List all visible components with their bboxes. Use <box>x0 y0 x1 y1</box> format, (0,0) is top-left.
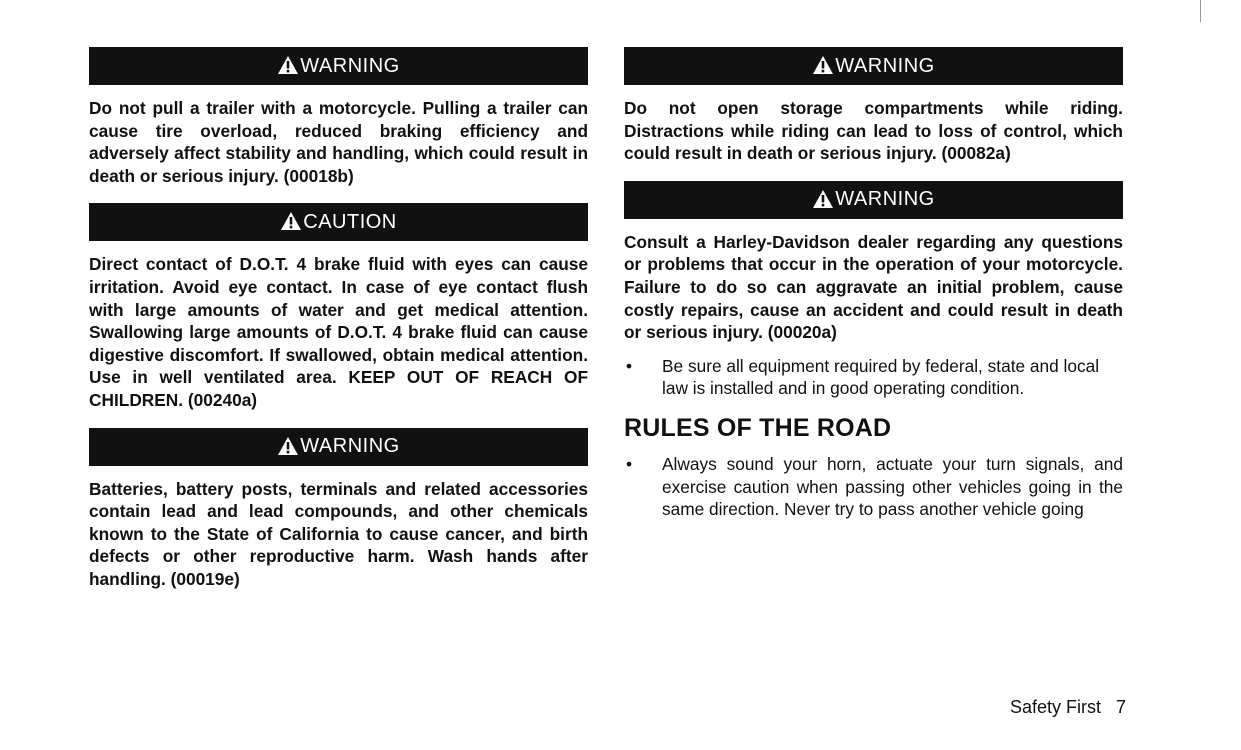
page-footer <box>1010 697 1126 718</box>
page-number: 7 <box>1115 697 1126 717</box>
storage-warning-text: Do not open storage compartments while riding. Distractions while riding can lead to loss of control, which could result in death or serious injury. (00082a) <box>624 98 1123 164</box>
banner-label: WARNING <box>300 54 400 77</box>
page-edge-mark <box>1200 0 1201 22</box>
list-item <box>624 355 1123 400</box>
banner-label: WARNING <box>300 435 400 458</box>
dealer-warning-text: Consult a Harley-Davidson dealer regarding any questions or problems that occur in the operation of your motorcycle. Failure to do so can aggravate an initial problem, cause costly repairs, cause an accident and could result in death or serious injury. (00020a) <box>624 231 1123 343</box>
warning-triangle-icon <box>812 55 834 75</box>
banner-label: CAUTION <box>303 210 397 233</box>
warning-banner <box>624 47 1123 85</box>
brake-fluid-caution-text: Direct contact of D.O.T. 4 brake fluid with eyes can cause irritation. Avoid eye contact. In case of eye contact flush with large amounts of water and get medical attention. Swallowing large amounts of D.O.T. 4 brake fluid can cause digestive discomfort. If swallowed, obtain medical attention. Use in well ventilated area. KEEP OUT OF REACH OF CHILDREN. (00240a) <box>89 254 588 410</box>
warning-banner <box>89 47 588 85</box>
caution-banner <box>89 203 588 241</box>
section-heading: RULES OF THE ROAD <box>624 413 892 442</box>
banner-label: WARNING <box>835 54 935 77</box>
battery-warning-text: Batteries, battery posts, terminals and related accessories contain lead and lead compounds, and other chemicals known to the State of California to cause cancer, and birth defects or other reproductive harm. Wash hands after handling. (00019e) <box>89 478 588 589</box>
warning-triangle-icon <box>812 189 834 209</box>
bullet-marker: • <box>626 355 633 376</box>
list-item <box>624 453 1123 521</box>
warning-triangle-icon <box>277 55 299 75</box>
equipment-bullet-text: Be sure all equipment required by federal, state and local law is installed and in good operating condition. <box>662 355 1100 399</box>
warning-triangle-icon <box>277 436 299 456</box>
left-column <box>89 47 588 591</box>
warning-banner <box>624 181 1123 219</box>
footer-section-title: Safety First <box>1009 697 1101 717</box>
horn-bullet-text: Always sound your horn, actuate your turn signals, and exercise caution when passing other vehicles going in the same direction. Never try to pass another vehicle going <box>662 453 1123 520</box>
right-column <box>624 47 1123 521</box>
warning-banner <box>89 428 588 466</box>
banner-label: WARNING <box>835 188 935 211</box>
warning-triangle-icon <box>280 211 302 231</box>
bullet-marker: • <box>626 453 633 474</box>
trailer-warning-text: Do not pull a trailer with a motorcycle. Pulling a trailer can cause tire overload, reduced braking efficiency and adversely affect stability and handling, which could result in death or serious injury. (00018b) <box>89 98 588 186</box>
